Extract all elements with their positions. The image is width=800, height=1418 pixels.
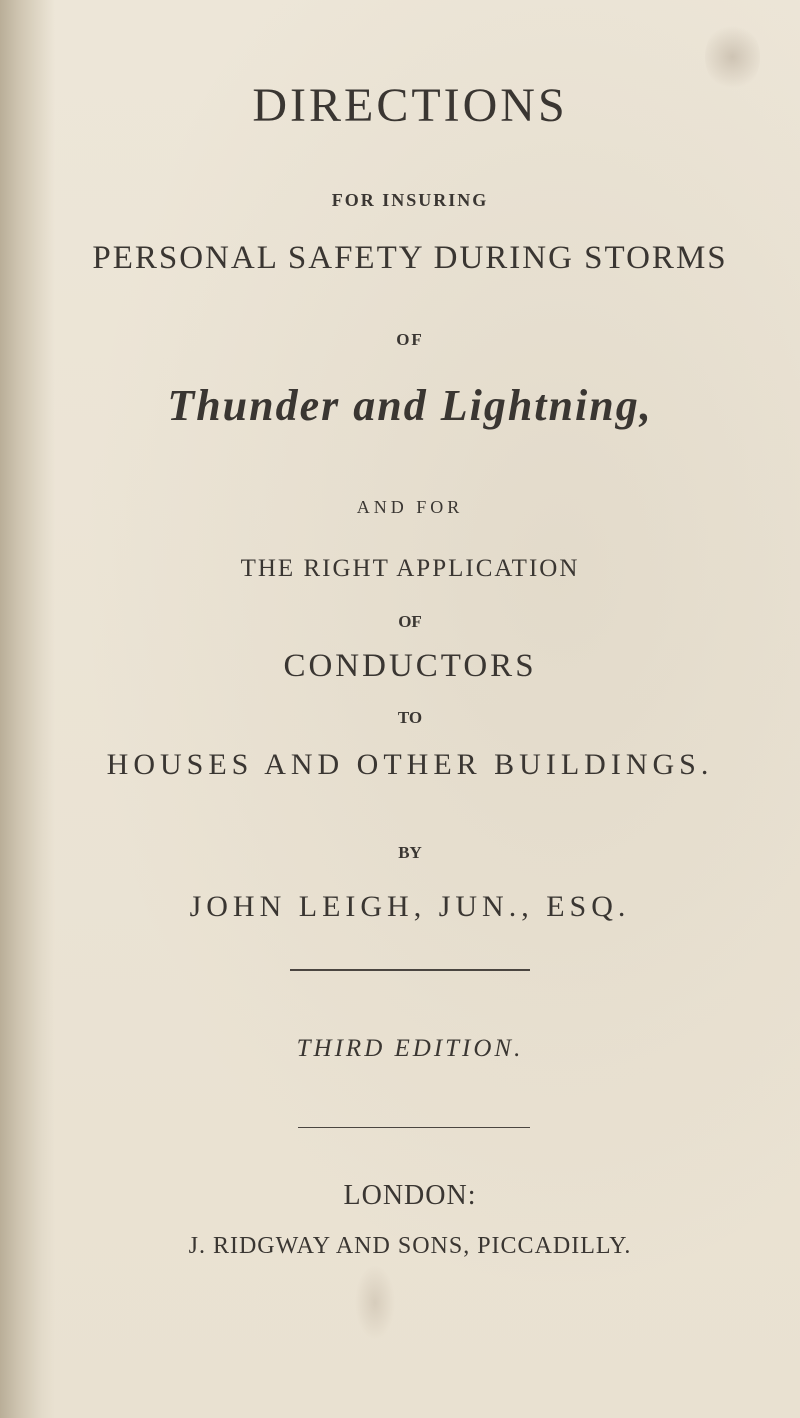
city-line: LONDON: — [343, 1180, 477, 1211]
right-application-line: THE RIGHT APPLICATION — [240, 555, 580, 582]
publisher-line: J. RIDGWAY AND SONS, PICCADILLY. — [188, 1233, 632, 1259]
paper-stain — [355, 1265, 395, 1340]
author-line: JOHN LEIGH, JUN., ESQ. — [189, 890, 631, 923]
edition-line: THIRD EDITION. — [296, 1035, 524, 1062]
divider-rule — [298, 1127, 530, 1128]
blackletter-line: Thunder and Lightning, — [167, 381, 653, 430]
subject-line: PERSONAL SAFETY DURING STORMS — [92, 240, 728, 276]
for-insuring-line: FOR INSURING — [331, 190, 489, 210]
buildings-line: HOUSES AND OTHER BUILDINGS. — [106, 748, 714, 781]
divider-rule — [290, 969, 530, 971]
to-line: TO — [397, 708, 423, 727]
of-line-1: OF — [396, 330, 424, 349]
by-line: BY — [398, 843, 422, 862]
and-for-line: AND FOR — [356, 497, 464, 517]
main-title: DIRECTIONS — [252, 79, 568, 132]
of-line-2: OF — [398, 612, 422, 631]
conductors-line: CONDUCTORS — [283, 648, 537, 684]
